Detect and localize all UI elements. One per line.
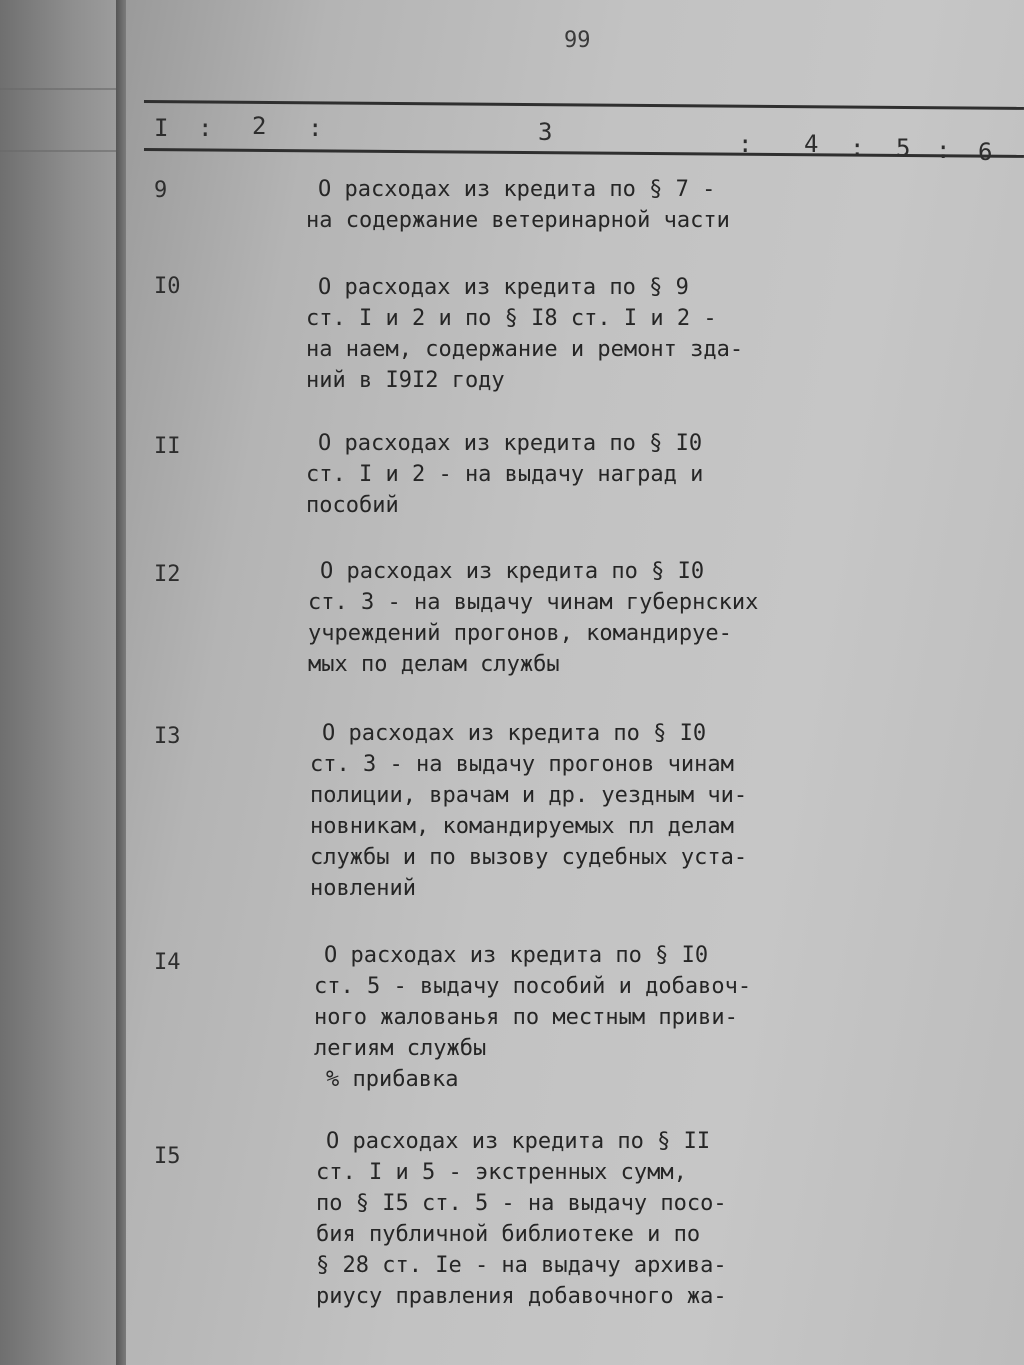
column-header-1: I [154,114,169,142]
entry-line: О расходах из кредита по § I0 [324,943,709,968]
entry-line: ний в I9I2 году [306,368,505,393]
entry-line: ст. I и 2 - на выдачу наград и [306,462,704,487]
entry-number: II [154,434,181,459]
entry-line: О расходах из кредита по § II [326,1129,711,1154]
entry-description [316,1126,796,1312]
entry-line: бия публичной библиотеке и по [316,1222,701,1247]
column-separator: : [850,134,865,162]
entry-line: риусу правления добавочного жа- [316,1284,727,1309]
entry-line: пособий [306,493,399,518]
entry-line: ст. 5 - выдачу пособий и добавоч- [314,974,752,999]
entry-line: § 28 ст. Iе - на выдачу архива- [316,1253,727,1278]
entries-list [126,0,1024,1365]
entry-number: I3 [154,724,181,749]
entry-line: на содержание ветеринарной части [306,208,730,233]
entry-number: I2 [154,562,181,587]
entry-number: I0 [154,274,181,299]
entry-line: на наем, содержание и ремонт зда- [306,337,744,362]
column-separator: : [936,136,951,164]
entry-description [306,272,788,396]
entry-line: новлений [310,876,416,901]
left-page-ghost-rule [0,88,118,152]
entry-number: I4 [154,950,181,975]
left-page-edge [0,0,122,1365]
document-page [126,0,1024,1365]
entry-line: О расходах из кредита по § 7 - [318,177,716,202]
entry-line: ст. I и 5 - экстренных сумм, [316,1160,687,1185]
entry-line: по § I5 ст. 5 - на выдачу посо- [316,1191,727,1216]
entry-line: О расходах из кредита по § I0 [322,721,707,746]
entry-description [310,718,792,904]
entry-description [308,556,790,680]
column-header-5: 5 [896,134,911,162]
entry-line: О расходах из кредита по § I0 [320,559,705,584]
entry-description [314,940,794,1095]
column-header-2: 2 [252,112,267,140]
entry-line: ст. 3 - на выдачу прогонов чинам [310,752,734,777]
column-separator: : [308,114,323,142]
entry-description [306,174,788,236]
entry-line: ст. I и 2 и по § I8 ст. I и 2 - [306,306,717,331]
entry-number: I5 [154,1144,181,1169]
entry-number: 9 [154,178,168,203]
entry-line: % прибавка [326,1067,459,1092]
column-header-6: 6 [978,138,993,166]
entry-line: полиции, врачам и др. уездным чи- [310,783,748,808]
entry-line: службы и по вызову судебных уста- [310,845,748,870]
entry-description [306,428,788,521]
column-header-3: 3 [538,118,553,146]
page-number: 99 [564,28,591,53]
column-header-4: 4 [804,130,819,158]
column-separator: : [738,130,753,158]
column-separator: : [198,114,213,142]
entry-line: ного жалованья по местным приви- [314,1005,738,1030]
entry-line: О расходах из кредита по § I0 [318,431,703,456]
entry-line: учреждений прогонов, командируе- [308,621,732,646]
entry-line: ст. 3 - на выдачу чинам губернских [308,590,759,615]
entry-line: О расходах из кредита по § 9 [318,275,689,300]
entry-line: новникам, командируемых пл делам [310,814,734,839]
entry-line: мых по делам службы [308,652,560,677]
entry-line: легиям службы [314,1036,487,1061]
